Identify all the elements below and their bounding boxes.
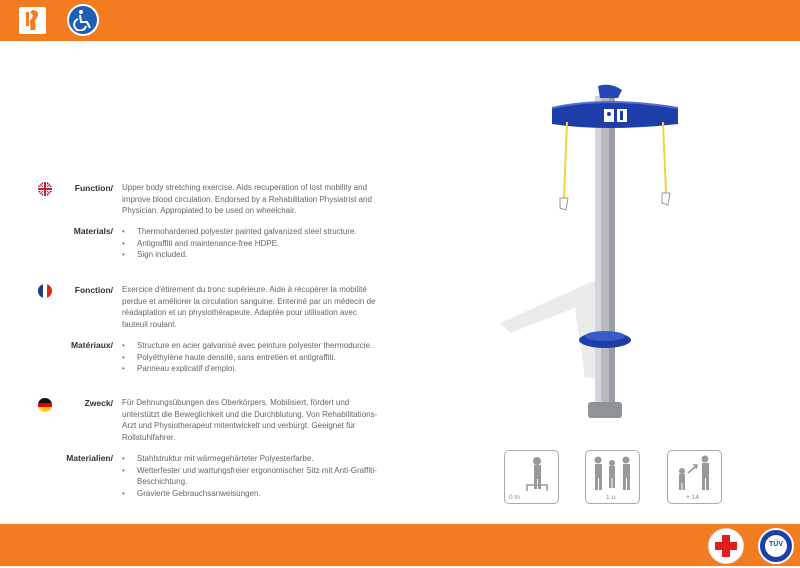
age-pictogram [667, 450, 722, 504]
users-label: 1 u. [606, 494, 617, 501]
wheelchair-icon [67, 4, 99, 36]
list-item: • Sign included. [122, 249, 427, 261]
bottom-bar [0, 524, 800, 566]
de-function-text: Für Dehnungsübungen des Oberkörpers. Mobilisiert, fördert und unterstützt die Beweglichkeit und die Durchblutung. Von Rehabilitations- Arzt und Physiotherapeut mitentwickelt und verbürgt. Geeignet für Rollstuhlfahrer. [122, 398, 378, 442]
en-function-label: Function/ [74, 183, 113, 193]
de-materials-list [122, 453, 427, 499]
list-item: • Wetterfester und wartungsfreier ergonomischer Sitz mit Anti-Graffiti-Beschichtung. [122, 465, 427, 488]
red-cross-icon [708, 528, 744, 564]
tuv-seal [758, 528, 794, 564]
de-function-label: Zweck/ [84, 398, 113, 408]
list-item: • Gravierte Gebrauchsanweisungen. [122, 488, 427, 500]
top-bar [0, 0, 800, 41]
de-materials-label: Materialien/ [66, 453, 113, 463]
list-item: • Panneau explicatif d'emploi. [122, 363, 427, 375]
en-materials-label: Materials/ [73, 226, 113, 236]
brand-logo [19, 7, 46, 34]
fr-materials-label: Matériaux/ [70, 340, 113, 350]
list-item: • Structure en acier galvanisé avec peinture polyester thermodurcie. [122, 340, 427, 352]
height-label: 0 m [509, 494, 520, 501]
fr-function-label: Fonction/ [74, 285, 113, 295]
users-pictogram [585, 450, 640, 504]
en-materials-list [122, 226, 427, 261]
height-pictogram [504, 450, 559, 504]
fr-materials-list [122, 340, 427, 375]
product-illustration [480, 78, 710, 428]
brand-logo-icon [19, 7, 46, 34]
list-item: • Stahlstruktur mit wärmegehärteter Polyesterfarbe. [122, 453, 427, 465]
age-label: + 14 [686, 494, 699, 501]
en-function-text: Upper body stretching exercise. Aids recuperation of lost mobility and improve blood circulation. Endorsed by a Rehabilitation Physiatrist and Physician. Appropiated to be used on wheelchair. [122, 183, 372, 215]
list-item: • Thermohardened polyester painted galvanized steel structure. [122, 226, 427, 238]
list-item: • Antigraffiti and maintenance-free HDPE. [122, 238, 427, 250]
tuv-label: TÜV [769, 541, 783, 548]
fr-function-text: Exercice d'étirement du tronc supérieure. Aide à récupérer la mobilité perdue et améliorer la circulation sanguine. Enteriné par un médecin de réadaptation et un physiothérapeute. Adaptée pour utilisation avec fauteuil roulant. [122, 285, 376, 329]
list-item: • Polyéthylène haute densité, sans entretien et antigraffiti. [122, 352, 427, 364]
